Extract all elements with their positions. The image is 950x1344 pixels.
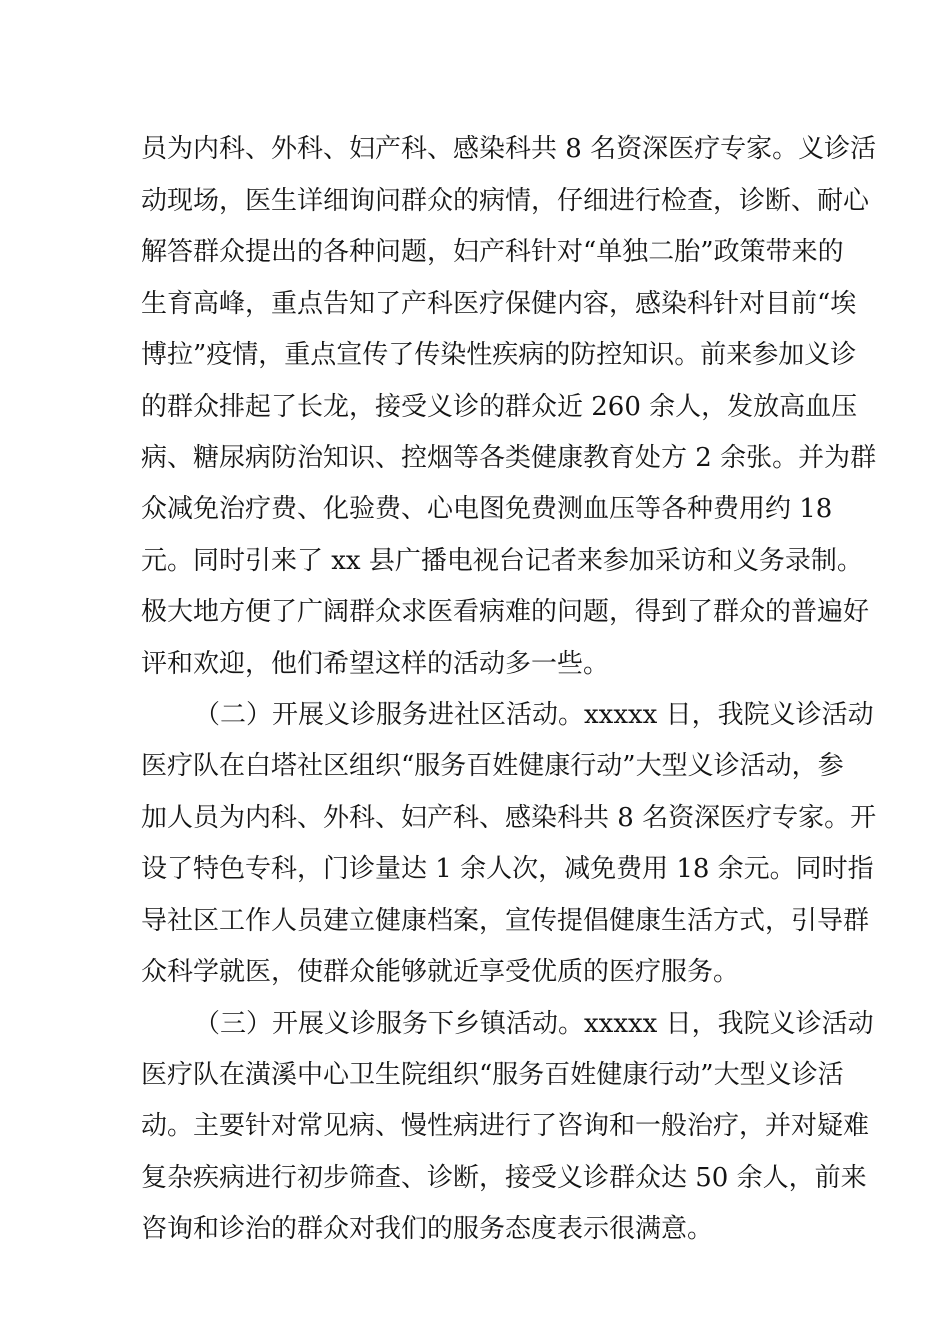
text-line: 动现场，医生详细询问群众的病情，仔细进行检查，诊断、耐心 (141, 186, 870, 216)
text-line: 加人员为内科、外科、妇产科、感染科共 8 名资深医疗专家。开 (141, 803, 877, 833)
text-line: 生育高峰，重点告知了产科医疗保健内容，感染科针对目前“埃 (141, 289, 857, 319)
text-line: 咨询和诊治的群众对我们的服务态度表示很满意。 (141, 1214, 714, 1244)
text-line: 众减免治疗费、化验费、心电图免费测血压等各种费用约 18 (141, 494, 833, 524)
text-line: 博拉”疫情，重点宣传了传染性疾病的防控知识。前来参加义诊 (141, 340, 857, 370)
text-line: 医疗队在潢溪中心卫生院组织“服务百姓健康行动”大型义诊活 (141, 1060, 844, 1090)
text-line: 解答群众提出的各种问题，妇产科针对“单独二胎”政策带来的 (141, 237, 844, 267)
text-line: 复杂疾病进行初步筛查、诊断，接受义诊群众达 50 余人，前来 (141, 1163, 867, 1193)
text-line: 医疗队在白塔社区组织“服务百姓健康行动”大型义诊活动，参 (141, 751, 844, 781)
text-line: 元。同时引来了 xx 县广播电视台记者来参加采访和义务录制。 (141, 546, 863, 576)
text-line: 众科学就医，使群众能够就近享受优质的医疗服务。 (141, 957, 740, 987)
text-line: 病、糖尿病防治知识、控烟等各类健康教育处方 2 余张。并为群 (141, 443, 877, 473)
text-line: 导社区工作人员建立健康档案，宣传提倡健康生活方式，引导群 (141, 906, 870, 936)
text-line: 动。主要针对常见病、慢性病进行了咨询和一般治疗，并对疑难 (141, 1111, 870, 1141)
text-line: 评和欢迎，他们希望这样的活动多一些。 (141, 649, 610, 679)
paragraph-heading-2: （二）开展义诊服务进社区活动。xxxxx 日，我院义诊活动 (194, 700, 874, 730)
text-line: 员为内科、外科、妇产科、感染科共 8 名资深医疗专家。义诊活 (141, 134, 877, 164)
text-line: 设了特色专科，门诊量达 1 余人次，减免费用 18 余元。同时指 (141, 854, 874, 884)
paragraph-heading-3: （三）开展义诊服务下乡镇活动。xxxxx 日，我院义诊活动 (194, 1009, 874, 1039)
text-line: 极大地方便了广阔群众求医看病难的问题，得到了群众的普遍好 (141, 597, 870, 627)
text-line: 的群众排起了长龙，接受义诊的群众近 260 余人，发放高血压 (141, 392, 858, 422)
